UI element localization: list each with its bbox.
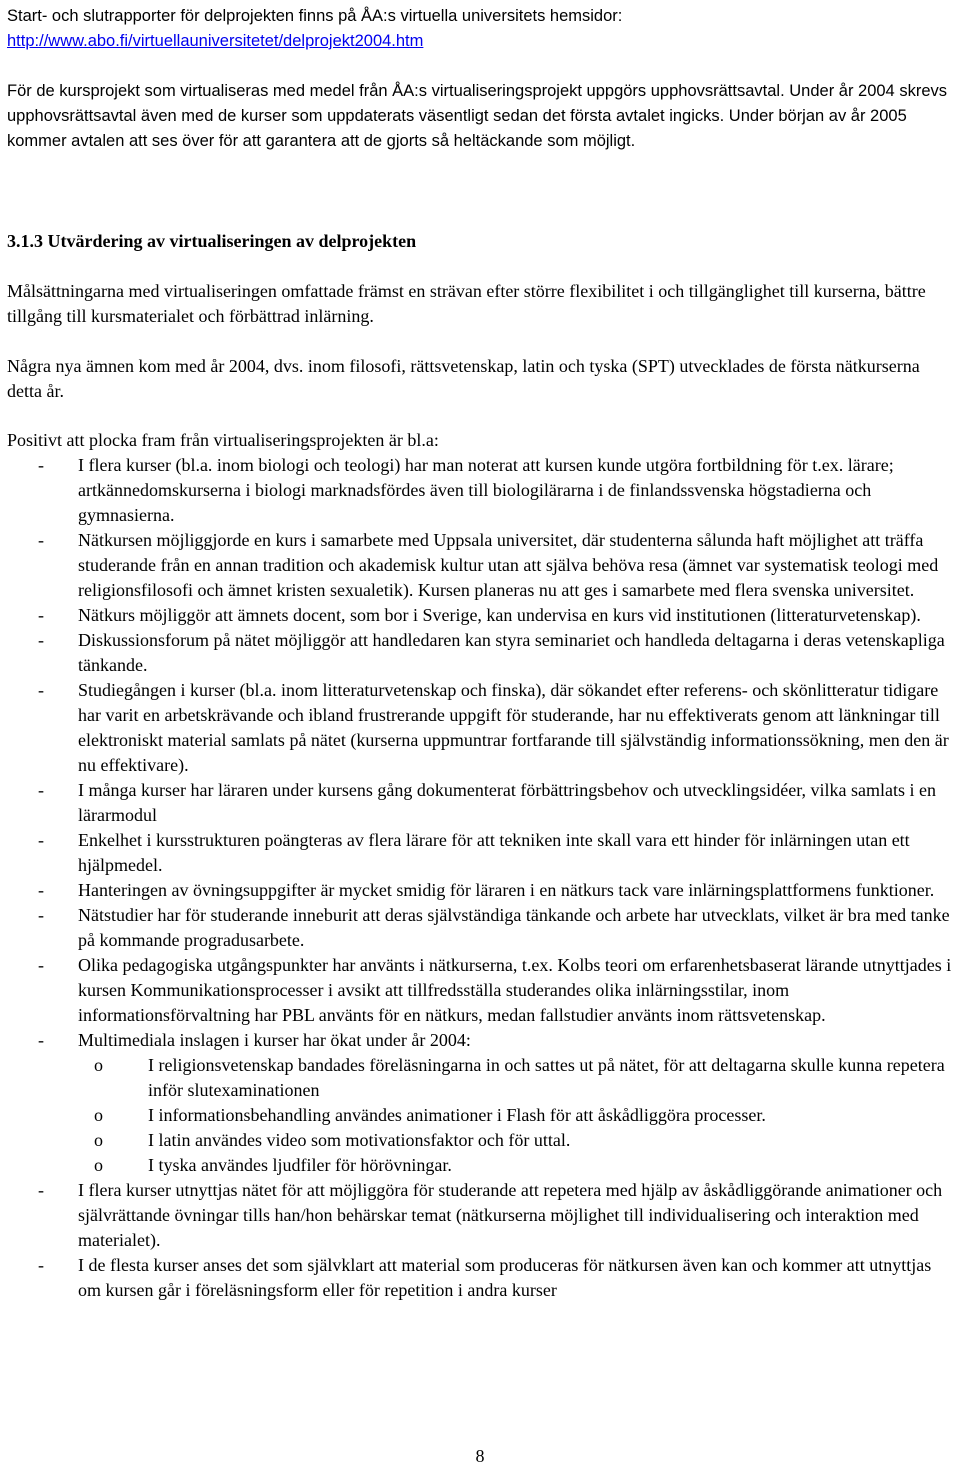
list-item-text: I flera kurser (bl.a. inom biologi och teologi) har man noterat att kursen kunde utgöra fortbildning för t.ex. lärare; artkännedomskurserna i biologi marknadsfördes även till biologilärarna i de finlandssvenska högstadierna och gymnasierna. bbox=[78, 455, 894, 525]
dash-bullet: - bbox=[38, 605, 44, 625]
list-item bbox=[7, 903, 953, 953]
dash-bullet: - bbox=[38, 530, 44, 550]
dash-bullet: - bbox=[38, 1180, 44, 1200]
list-item-text: Studiegången i kurser (bl.a. inom litteraturvetenskap och finska), där sökandet efter referens- och skönlitteratur tidigare har varit en arbetskrävande och ibland frustrerande uppgift för studerande, har nu effektiverats genom att länkningar till elektroniskt material samlats på nätet (kurserna uppmuntrar fortfarande till självständig informationssökning, men den är nu effektivare). bbox=[78, 680, 949, 775]
list-item-text: Enkelhet i kursstrukturen poängteras av flera lärare för att tekniken inte skall vara ett hinder för inlärningen utan ett hjälpmedel. bbox=[78, 830, 910, 875]
list-item-text: Nätkurs möjliggör att ämnets docent, som bor i Sverige, kan undervisa en kurs vid institutionen (litteraturvetenskap). bbox=[78, 605, 921, 625]
list-item-text: Multimediala inslagen i kurser har ökat under år 2004: bbox=[78, 1030, 471, 1050]
list-item bbox=[7, 1028, 953, 1178]
list-item-text: I flera kurser utnyttjas nätet för att möjliggöra för studerande att repetera med hjälp av åskådliggörande animationer och självrättande övningar tills han/hon behärskar temat (nätkurserna möjlighet till individualisering och interaktion med materialet). bbox=[78, 1180, 943, 1250]
list-item bbox=[7, 453, 953, 528]
list-item-text: I många kurser har läraren under kursens gång dokumenterat förbättringsbehov och utvecklingsidéer, vilka samlats i en lärarmodul bbox=[78, 780, 936, 825]
positives-intro: Positivt att plocka fram från virtualiseringsprojekten är bl.a: bbox=[7, 430, 439, 450]
section-heading: 3.1.3 Utvärdering av virtualiseringen av delprojekten bbox=[7, 231, 417, 251]
sub-list-item-text: I tyska användes ljudfiler för hörövningar. bbox=[148, 1155, 452, 1175]
circle-bullet: o bbox=[94, 1105, 103, 1125]
intro-section bbox=[7, 4, 953, 54]
subjects-paragraph: Några nya ämnen kom med år 2004, dvs. inom filosofi, rättsvetenskap, latin och tyska (SPT) utvecklades de första nätkurserna detta år. bbox=[7, 356, 920, 401]
circle-bullet: o bbox=[94, 1155, 103, 1175]
circle-bullet: o bbox=[94, 1055, 103, 1075]
sub-list-item bbox=[78, 1128, 953, 1153]
list-item bbox=[7, 878, 953, 903]
dash-bullet: - bbox=[38, 455, 44, 475]
list-item-text: Nätstudier har för studerande inneburit att deras självständiga tänkande och arbete har utvecklats, vilket är bra med tanke på kommande progradusarbete. bbox=[78, 905, 950, 950]
dash-bullet: - bbox=[38, 1030, 44, 1050]
multimedia-sublist bbox=[78, 1053, 953, 1178]
page-number: 8 bbox=[475, 1446, 485, 1466]
dash-bullet: - bbox=[38, 905, 44, 925]
list-item bbox=[7, 1253, 953, 1303]
list-item-text: Olika pedagogiska utgångspunkter har använts i nätkurserna, t.ex. Kolbs teori om erfarenhetsbaserat lärande utnyttjades i kursen Kommunikationsprocesser i avsikt att tillfredsställa studerandes olika inlärningsstilar, inom informationsförvaltning har PBL använts för en nätkurs, medan fallstudier använts inom rättsvetenskap. bbox=[78, 955, 952, 1025]
dash-bullet: - bbox=[38, 680, 44, 700]
positives-section bbox=[7, 428, 953, 1303]
sub-list-item bbox=[78, 1153, 953, 1178]
list-item-text: I de flesta kurser anses det som självklart att material som produceras för nätkursen även kan och kommer att utnyttjas om kursen går i föreläsningsform eller för repetition i andra kurser bbox=[78, 1255, 932, 1300]
dash-bullet: - bbox=[38, 880, 44, 900]
sub-list-item-text: I informationsbehandling användes animationer i Flash för att åskådliggöra processer. bbox=[148, 1105, 766, 1125]
list-item bbox=[7, 953, 953, 1028]
list-item-text: Diskussionsforum på nätet möjliggör att handledaren kan styra seminariet och handleda deltagarna i deras vetenskapliga tänkande. bbox=[78, 630, 945, 675]
list-item bbox=[7, 678, 953, 778]
list-item-text: Nätkursen möjliggjorde en kurs i samarbete med Uppsala universitet, där studenterna sålunda haft möjlighet att träffa studerande från en annan tradition och akademisk kultur utan att själva behöva resa (ämnet var systematisk teologi med religionsfilosofi och ämnet kristen sexualetik). Kursen planeras nu att ges i samarbete med flera svenska universitet. bbox=[78, 530, 939, 600]
list-item bbox=[7, 778, 953, 828]
sub-list-item bbox=[78, 1103, 953, 1128]
dash-bullet: - bbox=[38, 955, 44, 975]
circle-bullet: o bbox=[94, 1130, 103, 1150]
dash-bullet: - bbox=[38, 630, 44, 650]
dash-bullet: - bbox=[38, 830, 44, 850]
contract-paragraph: För de kursprojekt som virtualiseras med medel från ÅA:s virtualiseringsprojekt uppgörs upphovsrättsavtal. Under år 2004 skrevs upphovsrättsavtal även med de kurser som uppdaterats väsentligt sedan det första avtalet ingicks. Under början av år 2005 kommer avtalen att ses över för att garantera att de gjorts så heltäckande som möjligt. bbox=[7, 82, 947, 150]
positives-list bbox=[7, 453, 953, 1303]
intro-text: Start- och slutrapporter för delprojekten finns på ÅA:s virtuella universitets hemsidor: bbox=[7, 7, 623, 25]
list-item bbox=[7, 603, 953, 628]
list-item bbox=[7, 628, 953, 678]
sub-list-item-text: I latin användes video som motivationsfaktor och för uttal. bbox=[148, 1130, 571, 1150]
project-reports-link[interactable]: http://www.abo.fi/virtuellauniversitetet/delprojekt2004.htm bbox=[7, 32, 424, 50]
sub-list-item-text: I religionsvetenskap bandades föreläsningarna in och sattes ut på nätet, för att deltagarna skulle kunna repetera inför slutexaminationen bbox=[148, 1055, 945, 1100]
goals-paragraph: Målsättningarna med virtualiseringen omfattade främst en strävan efter större flexibilitet i och tillgänglighet till kurserna, bättre tillgång till kursmaterialet och förbättrad inlärning. bbox=[7, 281, 926, 326]
dash-bullet: - bbox=[38, 780, 44, 800]
dash-bullet: - bbox=[38, 1255, 44, 1275]
list-item bbox=[7, 1178, 953, 1253]
sub-list-item bbox=[78, 1053, 953, 1103]
list-item-text: Hanteringen av övningsuppgifter är mycket smidig för läraren i en nätkurs tack vare inlärningsplattformens funktioner. bbox=[78, 880, 935, 900]
list-item bbox=[7, 528, 953, 603]
list-item bbox=[7, 828, 953, 878]
